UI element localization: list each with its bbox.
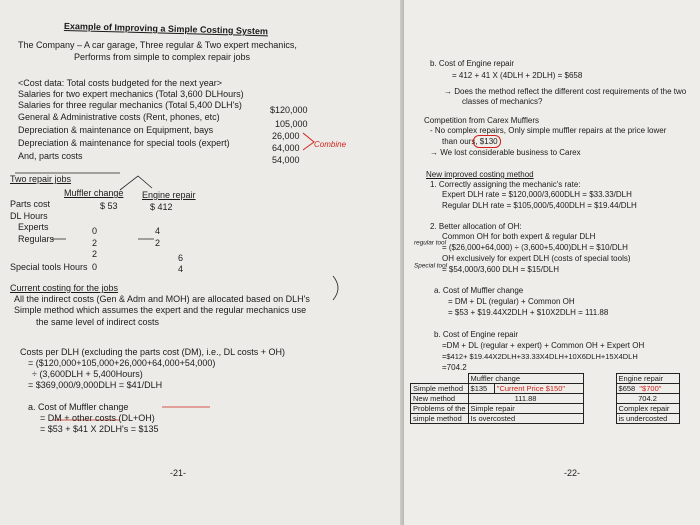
experts-engine: 4 [155, 226, 161, 236]
regulars-label: Regulars [18, 234, 55, 244]
engine-price: "$700" [639, 384, 662, 393]
regulars-muffler: 2 [92, 238, 98, 248]
special-tools-label: Special tools Hours [10, 262, 88, 272]
competition-line: than ours, $130 [442, 137, 498, 146]
special-muffler: 0 [92, 262, 98, 272]
margin-note-special: Special tool [414, 261, 448, 270]
new-engine-line: b. Cost of Engine repair [434, 330, 519, 339]
cost-row-value: 64,000 [272, 143, 300, 153]
rate-calc-line: = ($120,000+105,000+26,000+64,000+54,000) [28, 358, 216, 368]
new-engine-result: =704.2 [442, 363, 467, 372]
muffler-cost-result: = $53 + $41 X 2DLH's = $135 [40, 424, 159, 434]
competition-line: Competition from Carex Mufflers [424, 116, 539, 125]
cost-row-value: 54,000 [272, 155, 300, 165]
new-method-step2: = ($26,000+64,000) ÷ (3,600+5,400)DLH = $10/DLH [442, 243, 628, 252]
dl-hours-label: DL Hours [10, 211, 48, 221]
simple-engine [616, 384, 679, 394]
page-number: -21- [170, 468, 187, 478]
new-engine: 704.2 [616, 394, 679, 404]
cost-row-label: General & Administrative costs (Rent, phones, etc) [18, 112, 220, 122]
table-row [411, 374, 680, 384]
experts-muffler: 0 [92, 226, 98, 236]
new-engine-line: =DM + DL (regular + expert) + Common OH + Expert OH [442, 341, 645, 350]
simple-muffler: $135 [468, 384, 494, 394]
combine-bracket [303, 133, 314, 150]
new-method-heading: New improved costing method [426, 170, 534, 179]
row-label: Simple method [411, 384, 469, 394]
special-engine: 4 [178, 264, 184, 274]
two-repair-jobs-heading: Two repair jobs [10, 174, 72, 184]
new-muffler-line: a. Cost of Muffler change [434, 286, 524, 295]
current-price: "Current Price $150" [494, 384, 583, 394]
current-costing-line: Simple method which assumes the expert and the regular mechanics use [14, 305, 307, 315]
new-engine-line: =$412+ $19.44X2DLH+33.33X4DLH+10X6DLH+15X4DLH [442, 352, 638, 361]
cost-row-label: Salaries for three regular mechanics (Total 5,400 DLH's) [18, 100, 242, 110]
price-circle-mark [473, 135, 501, 148]
cost-row-label: Depreciation & maintenance on Equipment, bays [18, 125, 214, 135]
rate-calc-result: = $369,000/9,000DLH = $41/DLH [28, 380, 163, 390]
cost-row-value: 105,000 [275, 119, 308, 129]
competition-line: → We lost considerable business to Carex [430, 148, 581, 157]
caret-mark [120, 176, 152, 190]
current-costing-line: the same level of indirect costs [36, 317, 160, 327]
comparison-table [410, 373, 680, 424]
new-muffler: 111.88 [468, 394, 583, 404]
rate-calc-line: ÷ (3,600DLH + 5,400Hours) [32, 369, 143, 379]
row-label: New method [411, 394, 469, 404]
col-engine-repair: Engine repair [142, 190, 196, 200]
table-row [411, 404, 680, 414]
new-muffler-line: = DM + DL (regular) + Common OH [448, 297, 575, 306]
row-label: simple method [411, 414, 469, 424]
current-costing-heading: Current costing for the jobs [10, 283, 119, 293]
question-line: → Does the method reflect the different cost requirements of the two [444, 87, 687, 96]
new-method-step1: Expert DLH rate = $120,000/3,600DLH = $33.33/DLH [442, 190, 632, 199]
competition-line: - No complex repairs, Only simple muffler repairs at the price lower [430, 126, 667, 135]
cost-row-value: $120,000 [270, 105, 308, 115]
table-row [411, 384, 680, 394]
method-muffler: Is overcosted [468, 414, 583, 424]
problems-muffler: Simple repair [468, 404, 583, 414]
combine-annotation: Combine [314, 140, 347, 149]
page-title: Example of Improving a Simple Costing System [63, 21, 269, 37]
brace-mark [333, 276, 338, 300]
cost-data-trailer: And, parts costs [18, 151, 83, 161]
parts-cost-muffler: $ 53 [100, 201, 118, 211]
engine-cost-line: b. Cost of Engine repair [430, 59, 515, 68]
table-row [411, 394, 680, 404]
right-page [404, 0, 700, 525]
new-method-step1: Regular DLH rate = $105,000/5,400DLH = $19.44/DLH [442, 201, 637, 210]
new-method-step2: 2. Better allocation of OH: [430, 222, 522, 231]
rate-calc-line: Costs per DLH (excluding the parts cost (DM), i.e., DL costs + OH) [20, 347, 285, 357]
new-method-step1: 1. Correctly assigning the mechanic's rate: [430, 180, 581, 189]
muffler-cost-line: = DM + other costs (DL+OH) [40, 413, 155, 423]
cost-row-value: 26,000 [272, 131, 300, 141]
intro-line-2: Performs from simple to complex repair jobs [74, 52, 251, 62]
new-muffler-result: = $53 + $19.44X2DLH + $10X2DLH = 111.88 [448, 308, 609, 317]
regulars-engine: 2 [155, 238, 161, 248]
table-row [411, 414, 680, 424]
parts-cost-engine: $ 412 [150, 202, 173, 212]
page-number: -22- [564, 468, 581, 478]
problems-engine: Complex repair [616, 404, 679, 414]
question-line: classes of mechanics? [462, 97, 543, 106]
total-engine: 6 [178, 253, 184, 263]
cost-row-label: Depreciation & maintenance for special tools (expert) [18, 138, 230, 148]
current-costing-line: All the indirect costs (Gen & Adm and MOH) are allocated based on DLH's [14, 294, 310, 304]
new-method-step2: = $54,000/3,600 DLH = $15/DLH [442, 265, 559, 274]
simple-engine-value: $658 [618, 384, 636, 393]
engine-cost-result: = 412 + 41 X (4DLH + 2DLH) = $658 [452, 71, 583, 80]
cost-data-heading: <Cost data: Total costs budgeted for the next year> [18, 78, 222, 88]
muffler-cost-line: a. Cost of Muffler change [28, 402, 129, 412]
cost-row-label: Salaries for two expert mechanics (Total 3,600 DLHours) [18, 89, 244, 99]
experts-label: Experts [18, 222, 49, 232]
intro-line-1: The Company – A car garage, Three regular & Two expert mechanics, [18, 40, 297, 50]
total-muffler: 2 [92, 249, 98, 259]
new-method-step2: Common OH for both expert & regular DLH [442, 232, 596, 241]
col-engine-repair: Engine repair [616, 374, 679, 384]
parts-cost-label: Parts cost [10, 199, 51, 209]
margin-note-regular: regular tool [414, 238, 447, 247]
new-method-step2: OH exclusively for expert DLH (costs of special tools) [442, 254, 631, 263]
col-muffler-change: Muffler change [468, 374, 583, 384]
col-muffler-change: Muffler change [64, 188, 124, 198]
row-label: Problems of the [411, 404, 469, 414]
method-engine: is undercosted [616, 414, 679, 424]
